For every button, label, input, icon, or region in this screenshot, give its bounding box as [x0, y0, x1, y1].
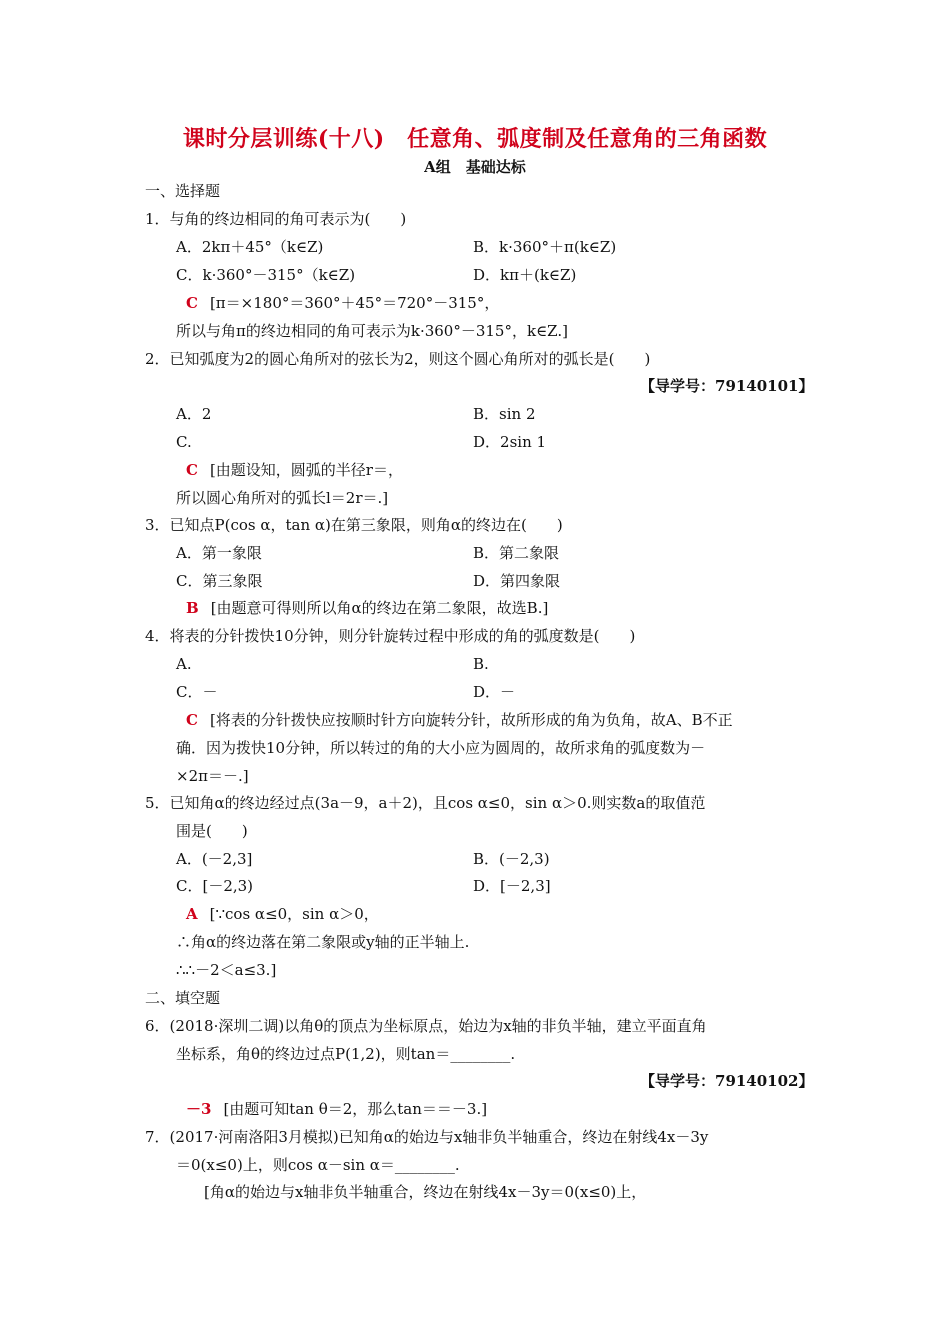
question-5-option-a: A．(－2,3] — [176, 850, 253, 868]
question-5-option-b: B．(－2,3) — [473, 850, 550, 868]
question-1-explanation-2: 所以与角π的终边相同的角可表示为k·360°－315°，k∈Z.] — [176, 322, 568, 340]
question-3-option-b: B．第二象限 — [473, 544, 560, 562]
question-5-explanation: [∵cos α≤0，sin α＞0， — [209, 905, 379, 923]
question-4-answer: C — [186, 711, 198, 729]
page-title: 课时分层训练(十八) 任意角、弧度制及任意角的三角函数 — [182, 126, 768, 152]
question-6-stem-2: 坐标系，角θ的终边过点P(1,2)，则tan＝________. — [176, 1045, 516, 1063]
question-1-answer-line — [186, 293, 499, 313]
question-3-explanation: [由题意可得则所以角α的终边在第二象限，故选B.] — [210, 599, 549, 617]
question-6-stem: 6．(2018·深圳二调)以角θ的顶点为坐标原点，始边为x轴的非负半轴，建立平面直角 — [145, 1017, 707, 1035]
question-6-reference: 【导学号：79140102】 — [640, 1072, 814, 1090]
question-5-answer-line — [186, 904, 379, 924]
question-2-explanation-2: 所以圆心角所对的弧长l＝2r＝.] — [176, 489, 389, 507]
section-heading-choice: 一、选择题 — [145, 182, 221, 200]
question-3-option-d: D．第四象限 — [473, 572, 561, 590]
question-6-answer-line — [186, 1099, 487, 1119]
question-2-option-a: A．2 — [176, 405, 212, 423]
question-4-explanation-3: ×2π＝－.] — [176, 767, 249, 785]
section-heading-fill: 二、填空题 — [145, 989, 221, 1007]
question-4-answer-line — [186, 710, 733, 730]
question-4-option-d: D．－ — [473, 683, 516, 701]
question-2-answer: C — [186, 461, 198, 479]
question-5-option-c: C．[－2,3) — [176, 877, 254, 895]
question-3-option-c: C．第三象限 — [176, 572, 263, 590]
question-1-answer: C — [186, 294, 198, 312]
question-7-explanation: [角α的始边与x轴非负半轴重合，终边在射线4x－3y＝0(x≤0)上， — [204, 1183, 647, 1201]
question-1-option-a: A．2kπ＋45°（k∈Z) — [176, 238, 324, 256]
question-1-explanation: [π＝×180°＝360°＋45°＝720°－315°， — [209, 294, 500, 312]
question-4-stem: 4．将表的分针拨快10分钟，则分针旋转过程中形成的角的弧度数是( ) — [145, 627, 636, 645]
question-2-option-d: D．2sin 1 — [473, 433, 547, 451]
question-3-answer-line — [186, 598, 548, 618]
question-3-option-a: A．第一象限 — [176, 544, 262, 562]
question-4-option-c: C．－ — [176, 683, 218, 701]
question-4-explanation-2: 确．因为拨快10分钟，所以转过的角的大小应为圆周的，故所求角的弧度数为－ — [176, 739, 706, 757]
question-4-option-a: A. — [176, 655, 192, 673]
question-6-explanation: [由题可知tan θ＝2，那么tan＝＝－3.] — [223, 1100, 488, 1118]
question-7-stem-2: ＝0(x≤0)上，则cos α－sin α＝________. — [176, 1156, 460, 1174]
question-1-stem: 1．与角的终边相同的角可表示为( ) — [145, 210, 407, 228]
question-1-option-d: D．kπ＋(k∈Z) — [473, 266, 577, 284]
question-5-answer: A — [186, 905, 198, 923]
group-heading: A组 基础达标 — [424, 158, 526, 176]
question-5-explanation-3: ∴∴－2＜a≤3.] — [176, 961, 277, 979]
question-5-option-d: D．[－2,3] — [473, 877, 551, 895]
question-3-stem: 3．已知点P(cos α，tan α)在第三象限，则角α的终边在( ) — [145, 516, 563, 534]
question-6-answer: －3 — [186, 1100, 212, 1118]
question-7-stem: 7．(2017·河南洛阳3月模拟)已知角α的始边与x轴非负半轴重合，终边在射线4x－3y — [145, 1128, 709, 1146]
question-2-answer-line — [186, 460, 403, 480]
question-4-option-b: B. — [473, 655, 489, 673]
question-3-answer: B — [186, 599, 199, 617]
question-2-option-c: C. — [176, 433, 192, 451]
question-1-option-c: C．k·360°－315°（k∈Z) — [176, 266, 356, 284]
question-5-stem: 5．已知角α的终边经过点(3a－9，a＋2)，且cos α≤0，sin α＞0.则实数a的取值范 — [145, 794, 706, 812]
question-1-option-b: B．k·360°＋π(k∈Z) — [473, 238, 617, 256]
question-5-explanation-2: ∴角α的终边落在第二象限或y轴的正半轴上. — [176, 933, 470, 951]
question-2-stem: 2．已知弧度为2的圆心角所对的弦长为2，则这个圆心角所对的弧长是( ) — [145, 350, 651, 368]
question-5-stem-2: 围是( ) — [176, 822, 248, 840]
question-2-reference: 【导学号：79140101】 — [640, 377, 814, 395]
question-2-explanation: [由题设知，圆弧的半径r＝， — [209, 461, 403, 479]
question-2-option-b: B．sin 2 — [473, 405, 536, 423]
question-4-explanation: [将表的分针拨快应按顺时针方向旋转分针，故所形成的角为负角，故A、B不正 — [209, 711, 733, 729]
